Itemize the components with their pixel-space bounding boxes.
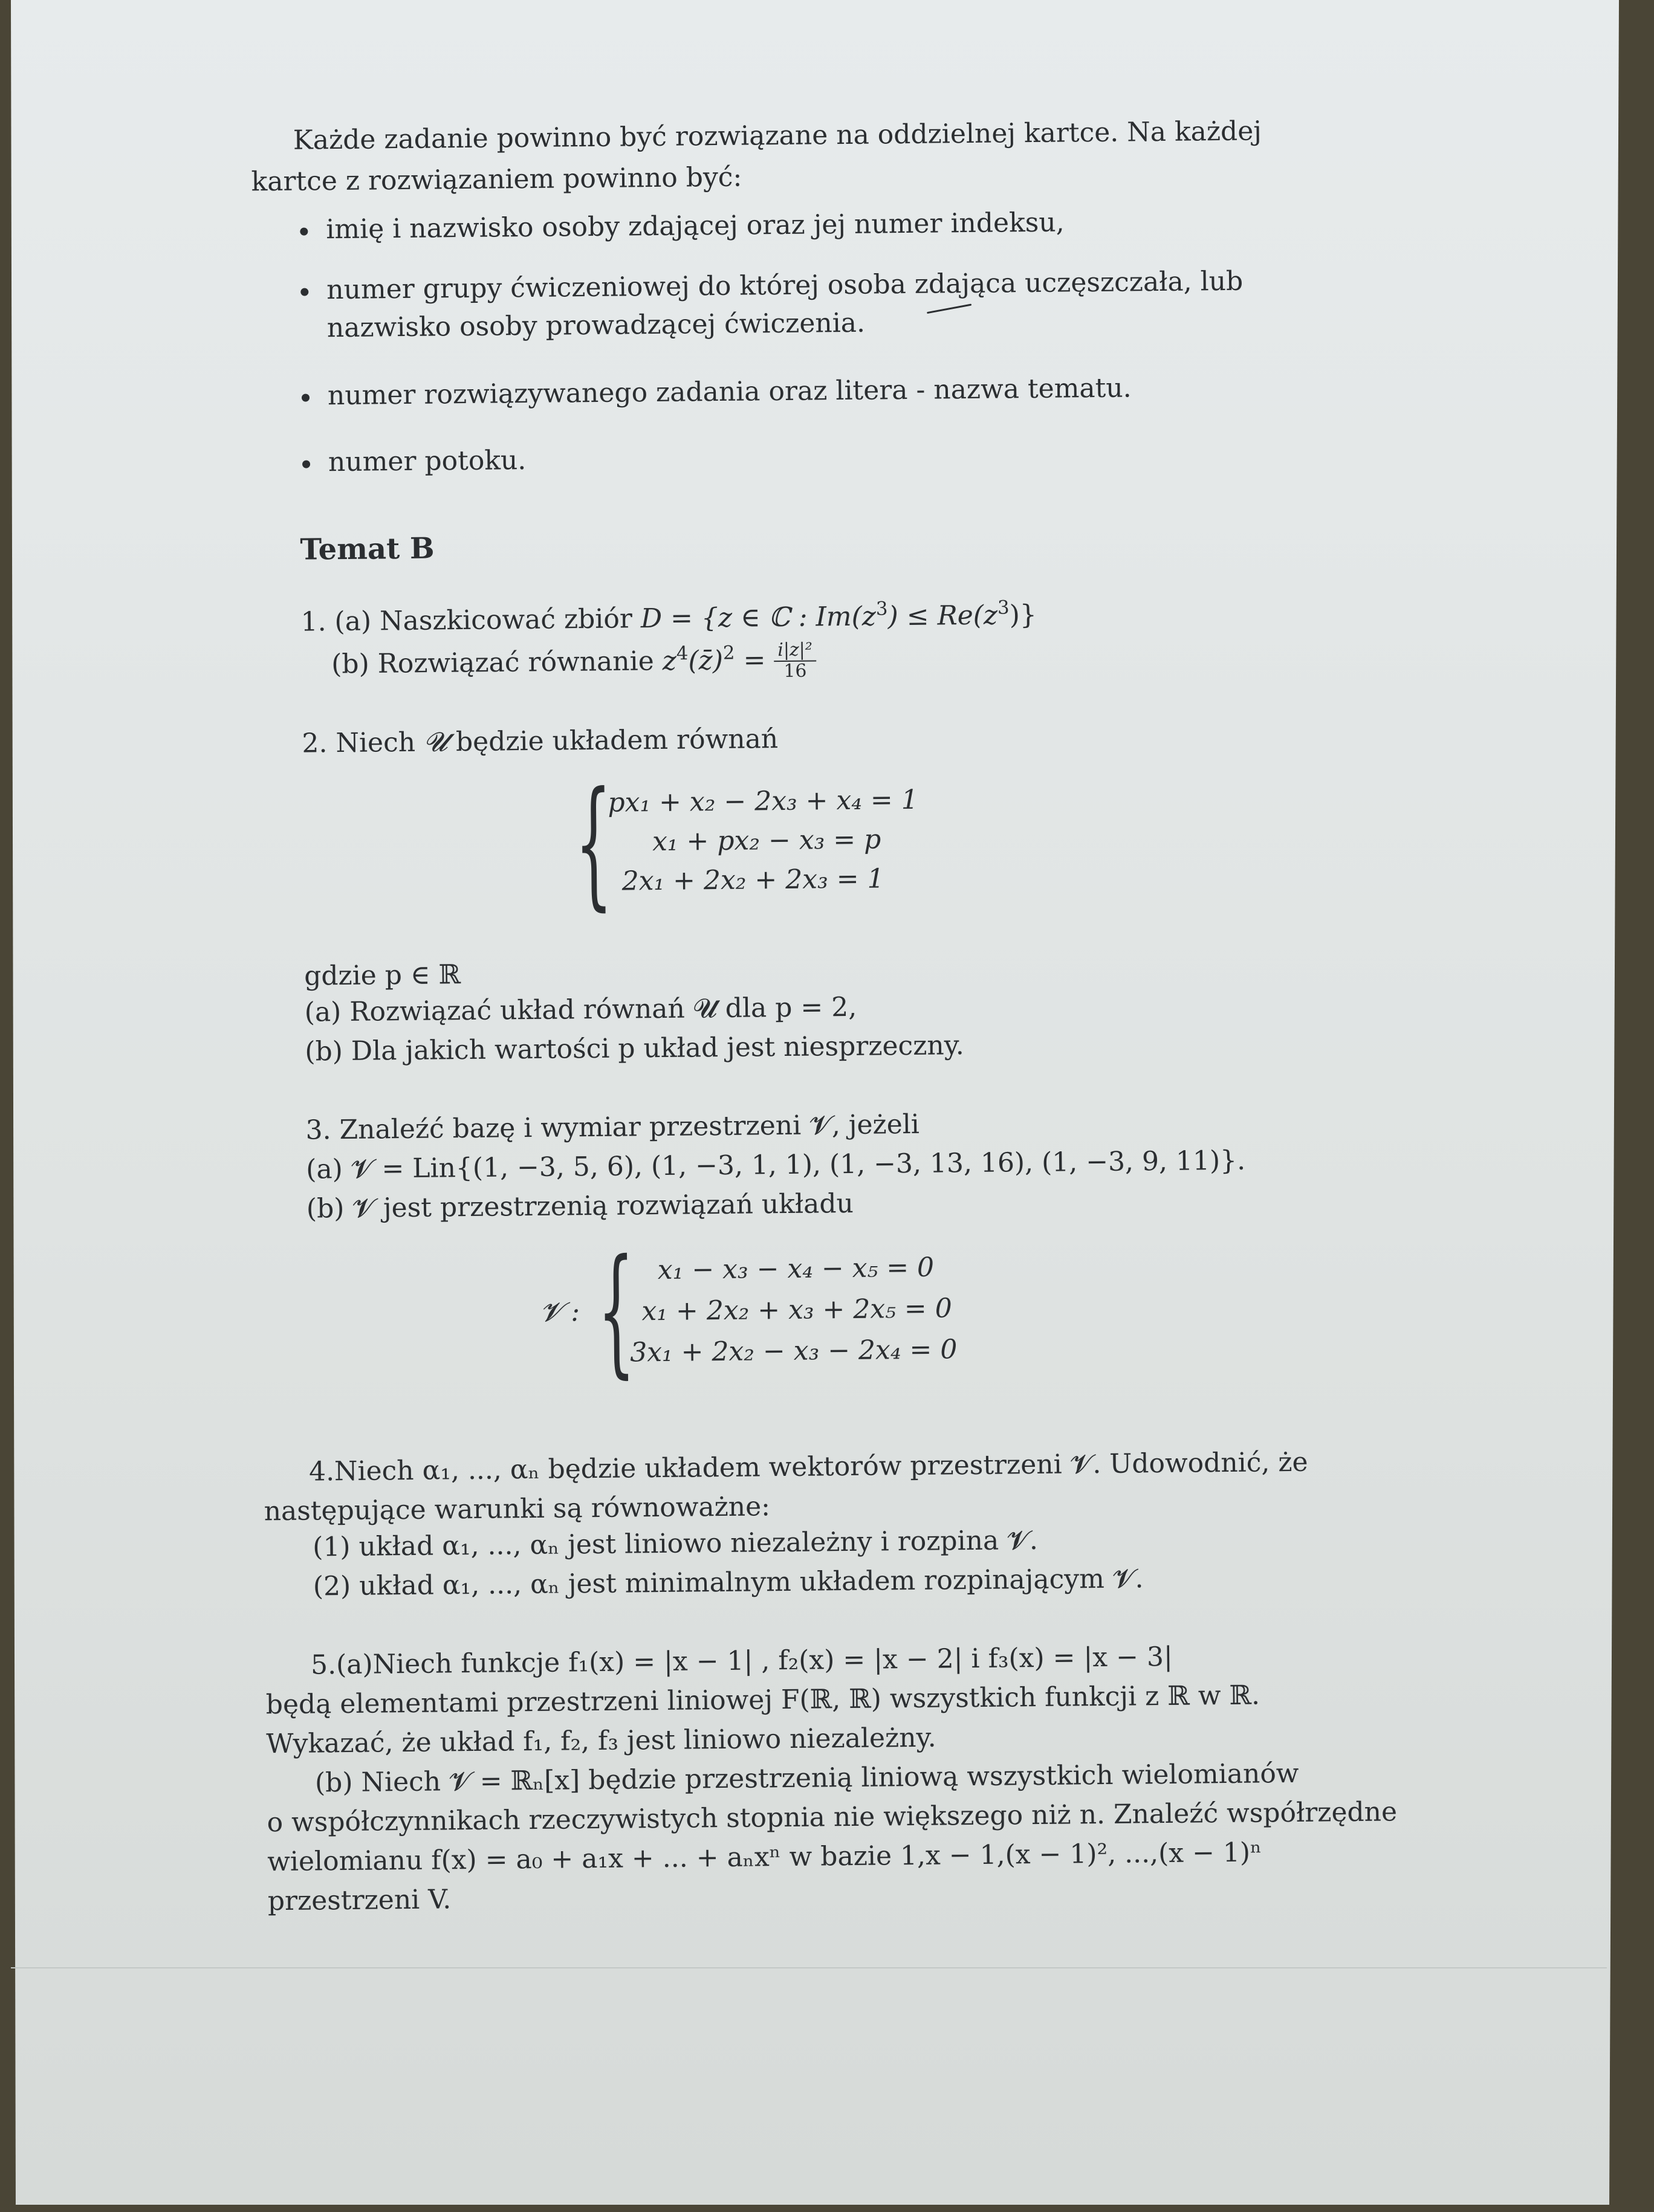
task1-a-label: 1. (a) Naszkicować zbiór (300, 603, 641, 638)
task2-intro (302, 722, 778, 760)
task5-line-1: 5.(a)Niech funkcje f₁(x) = |x − 1| , f₂(x) = |x − 2| i f₃(x) = |x − 3| (310, 1641, 1173, 1681)
task1-b-zbar: (z̄) (688, 645, 724, 676)
task2-system-name: 𝓤 (423, 726, 448, 758)
task5-line-5: o współczynnikach rzeczywistych stopnia nie większego niż n. Znaleźć współrzędne (267, 1796, 1398, 1838)
system-equation: x₁ + 2x₂ + x₃ + 2x₅ = 0 (641, 1293, 952, 1327)
task1-a (300, 596, 1037, 639)
bullet-item: numer grupy ćwiczeniowej do której osoba zdająca uczęszczała, lub (326, 265, 1244, 306)
task1-exp: 3 (875, 598, 888, 620)
system-brace: { (597, 1230, 636, 1392)
task4-condition-1: (1) układ α₁, ..., αₙ jest liniowo niezależny i rozpina 𝓥. (313, 1525, 1039, 1563)
task4-line-1: 4.Niech α₁, ..., αₙ będzie układem wektorów przestrzeni 𝓥. Udowodnić, że (308, 1446, 1308, 1487)
task1-set-name: D (640, 603, 663, 635)
task1-b-exp2: 2 (722, 642, 735, 664)
task1-b-exp: 4 (676, 642, 689, 665)
task2-equation-system (574, 762, 999, 925)
task3-intro: 3. Znaleźć bazę i wymiar przestrzeni 𝓥, jeżeli (305, 1108, 920, 1146)
bullet-item: imię i nazwisko osoby zdającej oraz jej numer indeksu, (326, 207, 1065, 245)
task5-line-6: wielomianu f(x) = a₀ + a₁x + ... + aₙxⁿ w bazie 1,x − 1,(x − 1)², ...,(x − 1)ⁿ (267, 1837, 1262, 1878)
pen-mark (927, 304, 971, 314)
task5-line-4: (b) Niech 𝓥 = ℝₙ[x] będzie przestrzenią liniową wszystkich wielomianów (314, 1758, 1299, 1799)
system-equation: x₁ + px₂ − x₃ = p (652, 824, 881, 858)
intro-line-1: Każde zadanie powinno być rozwiązane na oddzielnej kartce. Na każdej (293, 115, 1262, 156)
task1-set-close: )} (1009, 599, 1037, 631)
section-heading: Temat B (300, 531, 435, 567)
bullet-item: numer potoku. (328, 445, 527, 478)
bullet-item-continuation: nazwisko osoby prowadzącej ćwiczenia. (326, 307, 866, 344)
task3-b: (b) 𝓥 jest przestrzenią rozwiązań układu (306, 1188, 854, 1224)
task2-where: gdzie p ∈ ℝ (303, 959, 461, 992)
task1-b-fraction (774, 640, 816, 681)
task5-line-2: będą elementami przestrzeni liniowej F(ℝ, ℝ) wszystkich funkcji z ℝ w ℝ. (265, 1680, 1260, 1721)
task1-b-equals: = (735, 644, 774, 676)
task1-exp-2: 3 (997, 597, 1010, 619)
system-equation: 2x₁ + 2x₂ + 2x₃ = 1 (621, 863, 884, 897)
task1-b-label: (b) Rozwiązać równanie (331, 645, 663, 680)
task3-equation-system (540, 1230, 1037, 1392)
task2-intro-b: będzie układem równań (447, 723, 779, 758)
task1-set-def: = {z ∈ ℂ : Im(z (661, 601, 877, 634)
system-equation: px₁ + x₂ − 2x₃ + x₄ = 1 (608, 784, 919, 818)
system-label: 𝓥 : (540, 1296, 580, 1328)
task1-set-def-2: ) ≤ Re(z (887, 600, 998, 632)
intro-line-2: kartce z rozwiązaniem powinno być: (251, 161, 742, 198)
task2-b: (b) Dla jakich wartości p układ jest niesprzeczny. (305, 1030, 964, 1067)
bullet-item: numer rozwiązywanego zadania oraz litera - nazwa tematu. (327, 372, 1132, 412)
fraction-denominator: 16 (783, 660, 807, 682)
task2-intro-a: 2. Niech (302, 726, 424, 759)
system-brace: { (574, 762, 613, 925)
fraction-numerator: i|z|² (774, 640, 816, 662)
system-equation: x₁ − x₃ − x₄ − x₅ = 0 (657, 1252, 935, 1286)
task1-b (331, 640, 816, 686)
task3-a: (a) 𝓥 = Lin{(1, −3, 5, 6), (1, −3, 1, 1), (1, −3, 13, 16), (1, −3, 9, 11)}. (306, 1145, 1246, 1185)
task4-line-2: następujące warunki są równoważne: (264, 1491, 771, 1527)
task2-a: (a) Rozwiązać układ równań 𝓤 dla p = 2, (304, 991, 857, 1028)
task1-b-z: z (662, 645, 677, 677)
system-equation: 3x₁ + 2x₂ − x₃ − 2x₄ = 0 (629, 1334, 958, 1368)
task5-line-3: Wykazać, że układ f₁, f₂, f₃ jest liniowo niezależny. (266, 1722, 936, 1760)
task4-condition-2: (2) układ α₁, ..., αₙ jest minimalnym układem rozpinającym 𝓥. (313, 1563, 1144, 1602)
task5-line-7: przestrzeni V. (267, 1884, 452, 1917)
